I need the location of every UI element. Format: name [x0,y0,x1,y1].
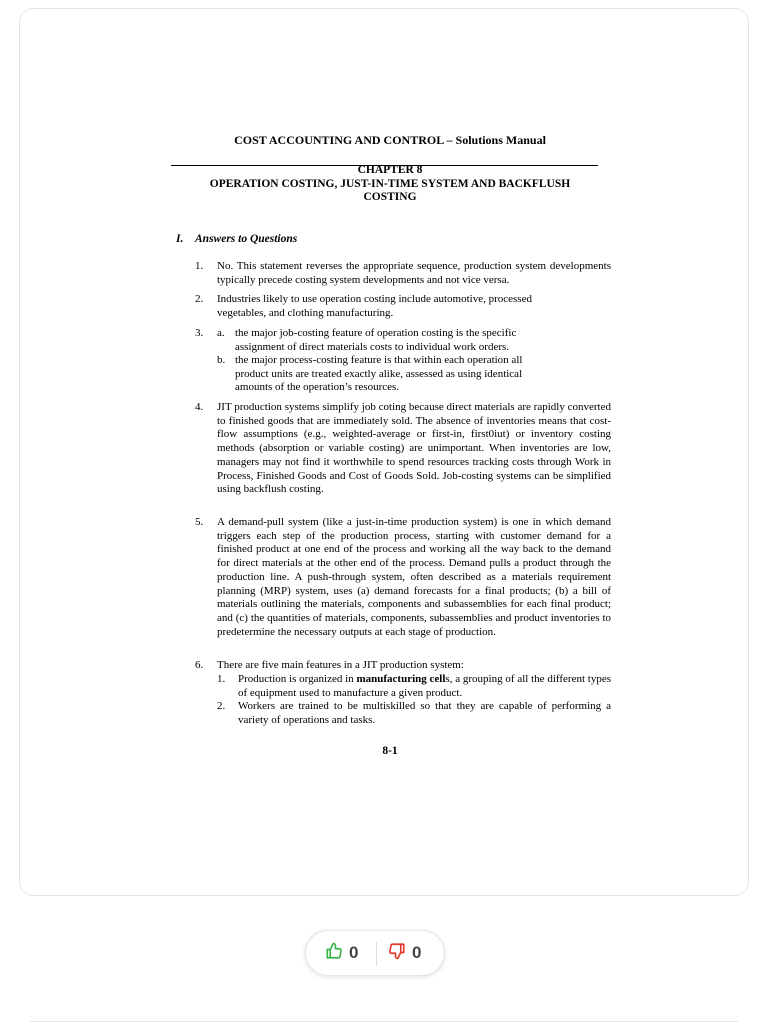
question-number: 1. [195,260,204,272]
question-text [217,260,611,287]
text-run: Production is organized in [238,673,357,685]
section-title: Answers to Questions [195,233,298,245]
vote-bar [305,930,445,976]
text-run: s, a grouping of all the [445,673,545,685]
section-number: I. [176,233,184,245]
chapter-line: OPERATION COSTING, JUST-IN-TIME SYSTEM AND BACKFLUSH [209,177,571,190]
text-line: back to the demand for direct materials at the other end of the process. Demand [217,543,612,570]
question-number: 2. [195,293,204,305]
bold-term: manufacturing cell [356,673,446,685]
question-text [217,401,611,497]
text-line: costing. [289,483,324,496]
text-line: converted to finished goods that are immediately sold. The absence of [217,401,611,427]
text-line: inventories means that cost-flow assumptions (e.g., weighted-average or first-in, [217,414,611,441]
feature-number: 2. [217,700,226,712]
text-line: Cost of Goods Sold. Job-costing systems can be simplified using backflush [217,469,612,496]
upvote-count: 0 [349,943,359,962]
subitem [217,354,577,395]
question-number: 6. [195,659,204,671]
subitem [217,327,577,354]
text-line: pulls a product through the production line. A push-through system, often [217,557,612,583]
text-line: the major process-costing feature is that within each operation all [235,354,523,366]
text-line: assignment of direct materials costs to individual work orders. [235,340,510,353]
text-line: forecasts for a final products; (b) a bill of materials outlining the materials, [217,584,612,611]
upvote-button[interactable] [325,931,358,975]
feature-item [217,700,611,727]
text-line: first0iut) or inventory costing methods (absorption or variable costing) are [217,428,612,455]
page-number: 8-1 [382,745,398,757]
text-line: developments typically precede costing system developments and not vice versa. [217,260,612,286]
text-line: materials, components, subassemblies and product inventories to predetermine [217,611,612,638]
question-item [195,516,611,639]
chapter-title [190,164,590,205]
text-line: Workers are trained to be multiskilled so that they are capable of performing [238,700,602,712]
question-number: 3. [195,327,204,339]
thumbs-up-icon [325,942,343,965]
question-item [195,293,611,320]
text-line: described as a materials requirement planning (MRP) system, uses (a) demand [217,570,612,597]
subitem-letter: a. [217,327,225,339]
text-line: demand triggers each step of the production process, starting with customer [217,516,612,542]
chapter-line: CHAPTER 8 [357,164,423,176]
chapter-line: COSTING [363,191,417,203]
question-text [217,516,611,639]
text-line: the major job-costing feature of operation costing is the specific [235,327,517,339]
question-number: 5. [195,516,204,528]
question-text [217,293,577,320]
question-text [217,659,611,673]
text-line: Industries likely to use operation costing include automotive, processed [217,293,532,305]
header-title: COST ACCOUNTING AND CONTROL – Solutions Manual [234,133,546,147]
text-line: spend resources tracking costs through Work in Process, Finished Goods and [217,455,612,482]
text-line: a variety of operations and tasks. [238,700,612,726]
text-line: vegetables, and clothing manufacturing. [217,306,394,319]
text-line: unimportant. When inventories are low, managers may not find it worthwhile to [217,442,612,468]
feature-text [238,700,611,727]
section-heading [176,233,297,247]
feature-number: 1. [217,673,226,685]
text-line: JIT production systems simplify job coting because direct materials are rapidly [217,401,565,413]
text-line: A demand-pull system (like a just-in-time production system) is one in which [217,516,573,528]
question-number: 4. [195,401,204,413]
text-line: product units are treated exactly alike, assessed as using identical [235,367,523,380]
feature-item [217,673,611,700]
text-line: different types of equipment used to manufacture a given product. [238,673,612,699]
subitem-letter: b. [217,354,226,366]
bottom-divider [30,1021,738,1022]
text-line: demand for a finished product at one end of the process and working all the way [217,529,612,556]
question-item [195,260,611,287]
question-item [195,659,611,673]
thumbs-down-icon [388,942,406,965]
text-line: the necessary outputs at each stage of production. [277,625,496,638]
text-line: amounts of the operation’s resources. [235,381,400,394]
text-line: components and subassemblies for each final product; and (c) the quantities of [217,598,611,624]
question-item [195,401,611,497]
downvote-count: 0 [412,943,422,962]
text-line: No. This statement reverses the appropriate sequence, production system [217,260,547,272]
downvote-button[interactable] [388,931,421,975]
text-line: There are five main features in a JIT production system: [217,659,464,671]
vote-divider [376,942,377,966]
feature-text [238,673,611,700]
